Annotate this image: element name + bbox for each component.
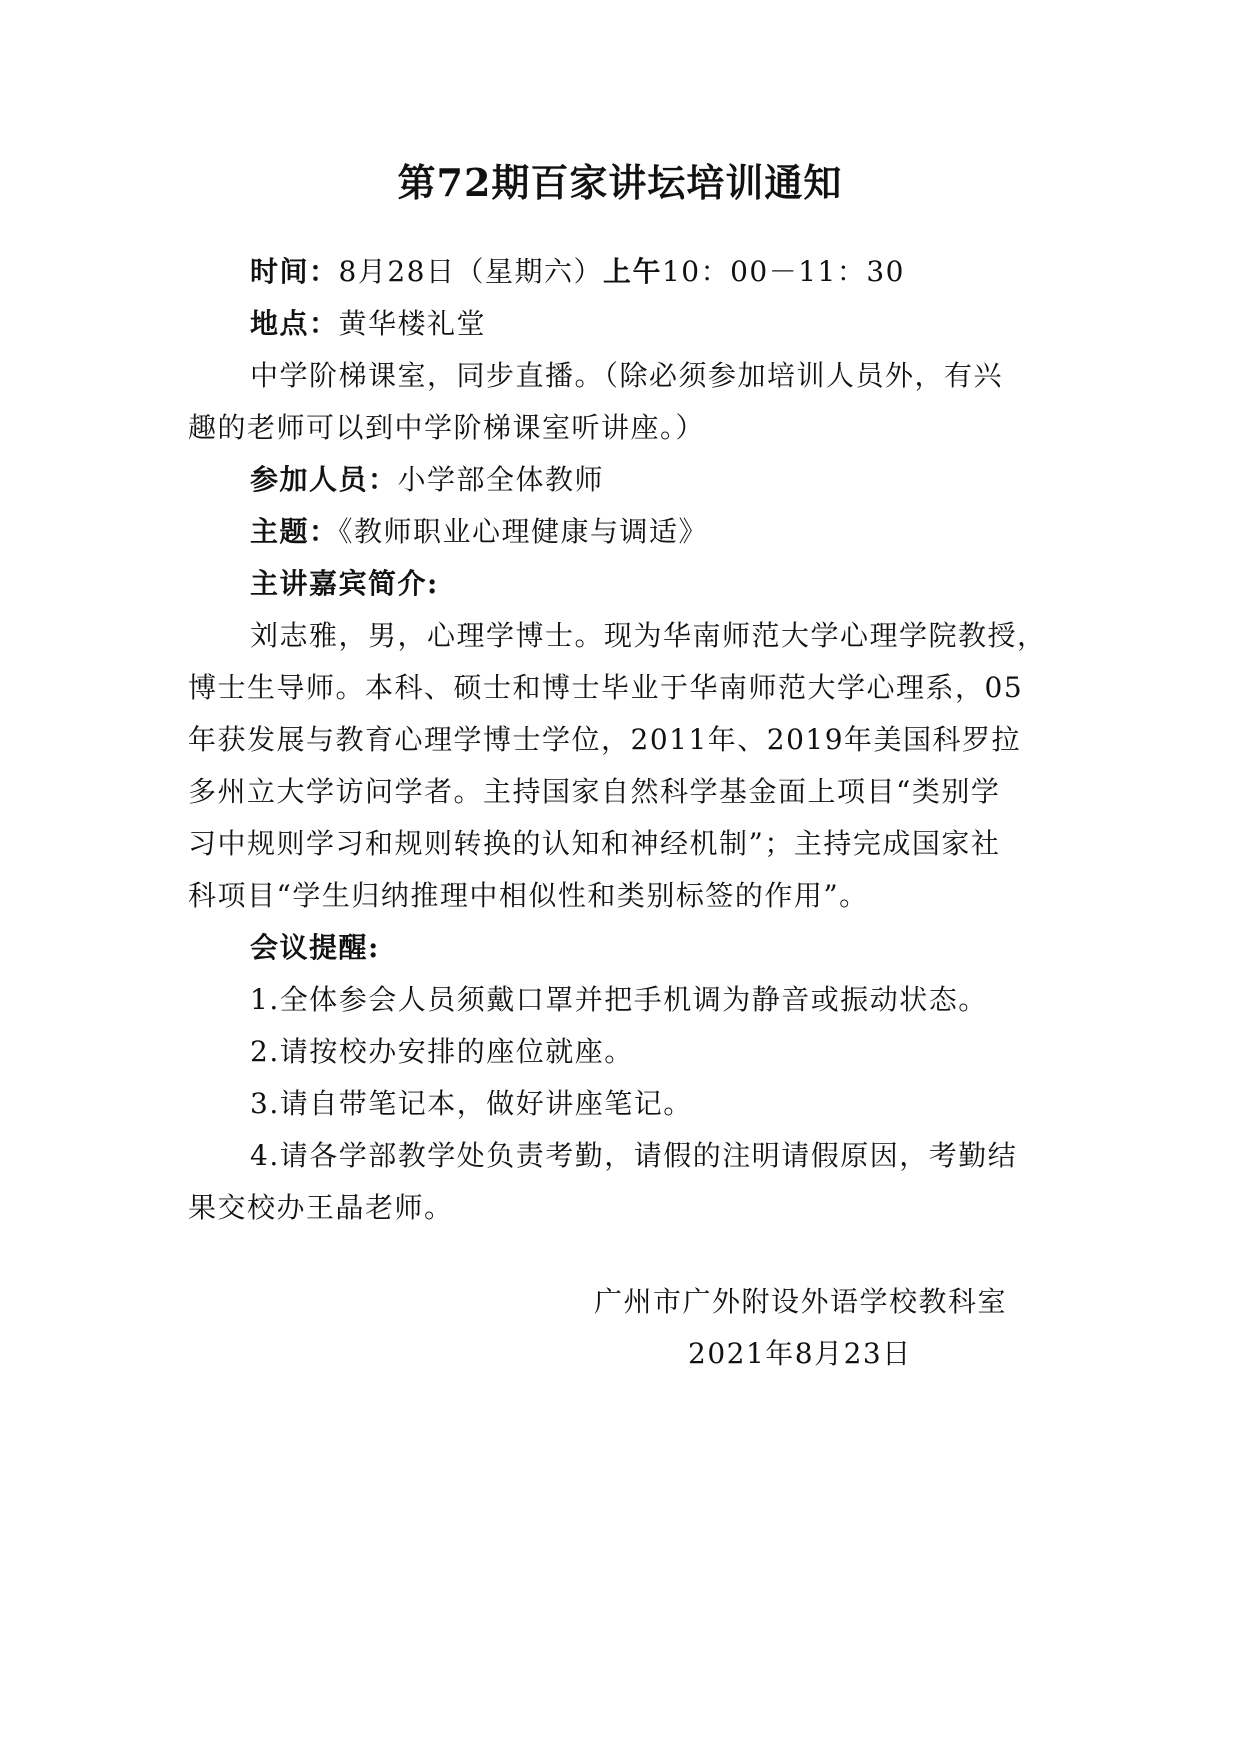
topic-value: 《教师职业心理健康与调适》 xyxy=(338,515,709,548)
location-note-line-2: 趣的老师可以到中学阶梯课室听讲座。） xyxy=(188,411,706,444)
reminder-item: 4.请各学部教学处负责考勤，请假的注明请假原因，考勤结 xyxy=(250,1139,1018,1172)
speaker-bio-line: 习中规则学习和规则转换的认知和神经机制”；主持完成国家社 xyxy=(188,827,1001,860)
time-value-date: 8月28日（星期六） xyxy=(338,255,603,288)
attendees-value: 小学部全体教师 xyxy=(397,463,605,496)
time-line xyxy=(250,244,905,300)
speaker-bio-line: 多州立大学访问学者。主持国家自然科学基金面上项目“类别学 xyxy=(188,775,1001,808)
signature-date: 2021年8月23日 xyxy=(688,1337,912,1370)
speaker-bio-line: 年获发展与教育心理学博士学位，2011年、2019年美国科罗拉 xyxy=(188,723,1022,756)
time-label: 时间： xyxy=(250,255,339,288)
reminder-item: 2.请按校办安排的座位就座。 xyxy=(250,1035,634,1068)
topic-line xyxy=(250,504,708,560)
signature-org: 广州市广外附设外语学校教科室 xyxy=(594,1285,1008,1318)
attendees-line xyxy=(250,452,604,508)
reminder-item-continuation: 果交校办王晶老师。 xyxy=(188,1191,454,1224)
speaker-bio-line: 科项目“学生归纳推理中相似性和类别标签的作用”。 xyxy=(188,879,869,912)
reminder-item: 3.请自带笔记本，做好讲座笔记。 xyxy=(250,1087,693,1120)
reminders-heading: 会议提醒: xyxy=(250,931,380,964)
attendees-label: 参加人员： xyxy=(250,463,398,496)
location-value: 黄华楼礼堂 xyxy=(338,307,487,340)
time-value-period: 上午 xyxy=(602,255,662,288)
document-title: 第72期百家讲坛培训通知 xyxy=(397,160,843,205)
location-line xyxy=(250,296,486,352)
speaker-bio-line: 刘志雅，男，心理学博士。现为华南师范大学心理学院教授， xyxy=(250,619,1047,652)
location-note-line-1: 中学阶梯课室，同步直播。（除必须参加培训人员外，有兴 xyxy=(250,359,1004,392)
speaker-bio-line: 博士生导师。本科、硕士和博士毕业于华南师范大学心理系，05 xyxy=(188,671,1024,704)
time-value-hours: 10：00－11：30 xyxy=(661,255,906,288)
speaker-heading: 主讲嘉宾简介: xyxy=(250,567,439,600)
location-label: 地点： xyxy=(250,307,339,340)
topic-label: 主题： xyxy=(250,515,339,548)
reminder-item: 1.全体参会人员须戴口罩并把手机调为静音或振动状态。 xyxy=(250,983,988,1016)
